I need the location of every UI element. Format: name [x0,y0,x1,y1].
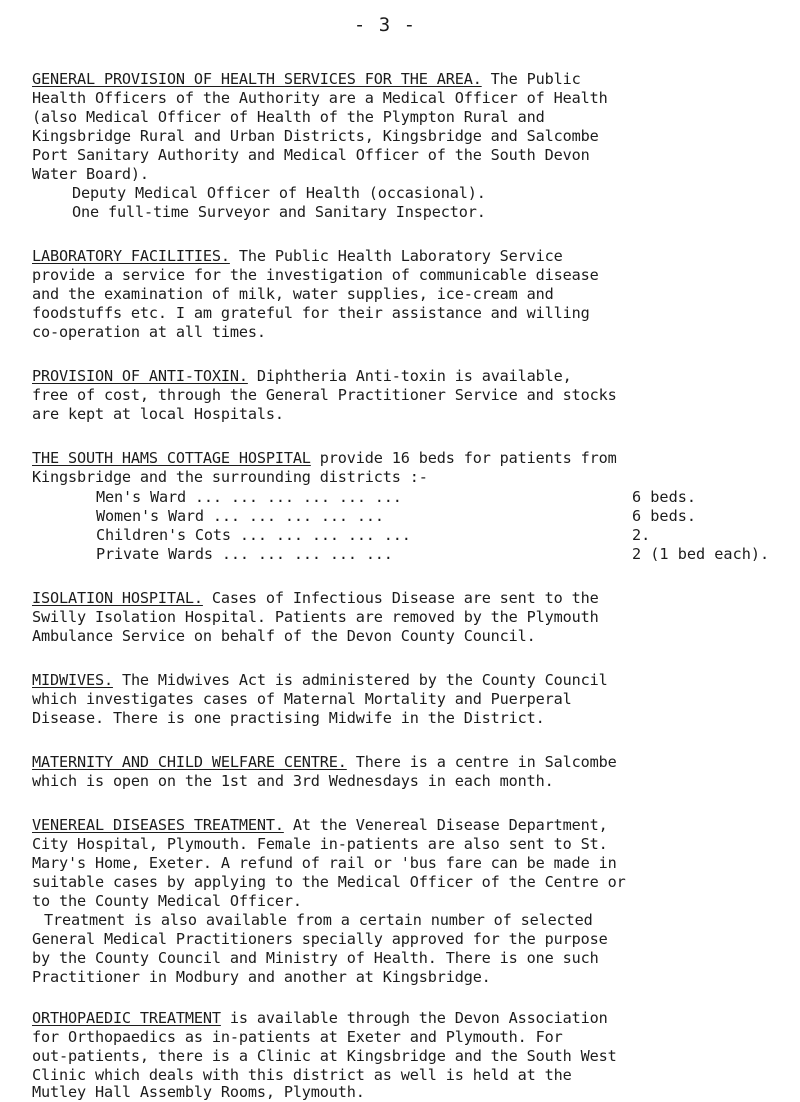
paragraph-line: which is open on the 1st and 3rd Wednesdays in each month. [32,772,554,790]
paragraph-line: Deputy Medical Officer of Health (occasional). [72,184,486,202]
general-provision-heading: GENERAL PROVISION OF HEALTH SERVICES FOR THE AREA. [32,70,482,88]
midwives-line-1: MIDWIVES. The Midwives Act is administered by the County Council [32,671,608,689]
paragraph-line: Kingsbridge Rural and Urban Districts, Kingsbridge and Salcombe [32,127,599,145]
paragraph-line: foodstuffs etc. I am grateful for their assistance and willing [32,304,590,322]
paragraph-line: Swilly Isolation Hospital. Patients are removed by the Plymouth [32,608,599,626]
paragraph-line: out-patients, there is a Clinic at Kingsbridge and the South West [32,1047,617,1065]
ward-beds: 6 beds. [632,488,697,506]
maternity-heading: MATERNITY AND CHILD WELFARE CENTRE. [32,753,347,771]
paragraph-line: co-operation at all times. [32,323,266,341]
paragraph-line: for Orthopaedics as in-patients at Exeter and Plymouth. For [32,1028,563,1046]
paragraph-line: free of cost, through the General Practitioner Service and stocks [32,386,617,404]
antitoxin-line-1: PROVISION OF ANTI-TOXIN. Diphtheria Anti-toxin is available, [32,367,572,385]
paragraph-line: and the examination of milk, water supplies, ice-cream and [32,285,554,303]
paragraph-line: (also Medical Officer of Health of the Plympton Rural and [32,108,545,126]
paragraph-line: by the County Council and Ministry of Health. There is one such [32,949,599,967]
paragraph-line: Kingsbridge and the surrounding districts :- [32,468,428,486]
ward-row: Children's Cots ... ... ... ... ... [96,526,411,544]
general-provision-line-1: GENERAL PROVISION OF HEALTH SERVICES FOR THE AREA. The Public [32,70,581,88]
ward-beds: 2 (1 bed each). [632,545,770,563]
paragraph-line: Clinic which deals with this district as well is held at the [32,1066,572,1084]
ward-row: Private Wards ... ... ... ... ... [96,545,393,563]
ward-beds: 2. [632,526,651,544]
paragraph-line: City Hospital, Plymouth. Female in-patients are also sent to St. [32,835,608,853]
ward-beds: 6 beds. [632,507,697,525]
isolation-heading: ISOLATION HOSPITAL. [32,589,203,607]
laboratory-line-1: LABORATORY FACILITIES. The Public Health Laboratory Service [32,247,563,265]
cottage-hospital-heading: THE SOUTH HAMS COTTAGE HOSPITAL [32,449,311,467]
page-number: - 3 - [353,14,417,36]
ward-row: Women's Ward ... ... ... ... ... [96,507,384,525]
venereal-line-1: VENEREAL DISEASES TREATMENT. At the Venereal Disease Department, [32,816,608,834]
maternity-line-1: MATERNITY AND CHILD WELFARE CENTRE. There is a centre in Salcombe [32,753,617,771]
orthopaedic-line-1: ORTHOPAEDIC TREATMENT is available through the Devon Association [32,1009,608,1027]
paragraph-line: are kept at local Hospitals. [32,405,284,423]
antitoxin-heading: PROVISION OF ANTI-TOXIN. [32,367,248,385]
laboratory-heading: LABORATORY FACILITIES. [32,247,230,265]
paragraph-line: provide a service for the investigation of communicable disease [32,266,599,284]
paragraph-line: Water Board). [32,165,149,183]
ward-row: Men's Ward ... ... ... ... ... ... [96,488,402,506]
paragraph-line: Mary's Home, Exeter. A refund of rail or 'bus fare can be made in [32,854,617,872]
midwives-heading: MIDWIVES. [32,671,113,689]
orthopaedic-heading: ORTHOPAEDIC TREATMENT [32,1009,221,1027]
paragraph-line: to the County Medical Officer. [32,892,302,910]
paragraph-line: Mutley Hall Assembly Rooms, Plymouth. [32,1083,365,1101]
paragraph-line: Practitioner in Modbury and another at Kingsbridge. [32,968,491,986]
paragraph-line: Ambulance Service on behalf of the Devon County Council. [32,627,536,645]
paragraph-line: Health Officers of the Authority are a Medical Officer of Health [32,89,608,107]
venereal-heading: VENEREAL DISEASES TREATMENT. [32,816,284,834]
paragraph-line: suitable cases by applying to the Medical Officer of the Centre or [32,873,626,891]
paragraph-line: which investigates cases of Maternal Mortality and Puerperal [32,690,572,708]
paragraph-line: Port Sanitary Authority and Medical Officer of the South Devon [32,146,590,164]
paragraph-line: Disease. There is one practising Midwife in the District. [32,709,545,727]
paragraph-line: Treatment is also available from a certain number of selected [44,911,593,929]
paragraph-line: One full-time Surveyor and Sanitary Inspector. [72,203,486,221]
paragraph-line: General Medical Practitioners specially approved for the purpose [32,930,608,948]
cottage-hospital-line-1: THE SOUTH HAMS COTTAGE HOSPITAL provide 16 beds for patients from [32,449,617,467]
isolation-line-1: ISOLATION HOSPITAL. Cases of Infectious Disease are sent to the [32,589,599,607]
